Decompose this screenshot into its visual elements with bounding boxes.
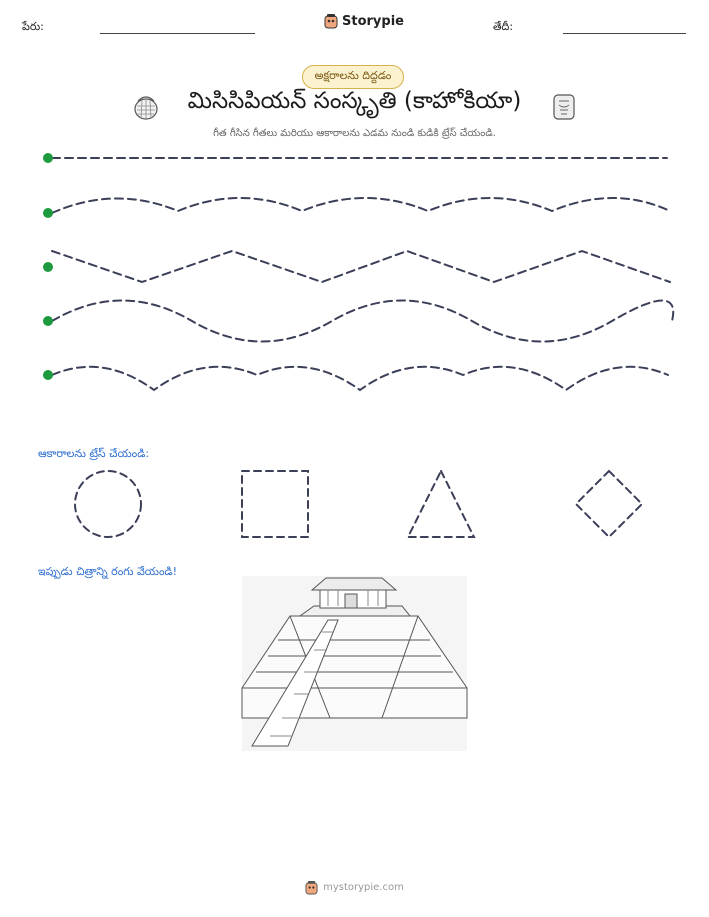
coloring-section-label: ఇప్పుడు చిత్రాన్ని రంగు వేయండి! — [38, 565, 178, 578]
trace-line-wave-1 — [52, 198, 670, 213]
trace-line-wave-2 — [52, 301, 673, 342]
name-line[interactable] — [100, 33, 255, 34]
stone-tablet-icon — [551, 93, 577, 121]
trace-diamond — [576, 471, 642, 537]
trace-shapes — [0, 465, 709, 545]
title-badge: అక్షరాలను దిద్దడం — [302, 65, 404, 89]
storypie-logo-icon — [324, 13, 338, 29]
brand-name: Storypie — [342, 13, 404, 29]
footer-url[interactable]: mystorypie.com — [323, 882, 404, 893]
trace-line-wave-3 — [52, 367, 668, 390]
trace-square — [242, 471, 308, 537]
page-title — [0, 88, 709, 120]
trace-triangle — [408, 471, 474, 537]
basket-icon — [133, 93, 159, 121]
footer-logo-icon — [305, 880, 318, 895]
page-title-text: మిసిసిపియన్ సంస్కృతి (కాహోకియా) — [187, 88, 522, 114]
trace-circle — [75, 471, 141, 537]
footer — [0, 880, 709, 895]
page-subtitle: గీత గీసిన గీతలు మరియు ఆకారాలను ఎడమ నుండి కుడికి ట్రేస్ చేయండి. — [213, 128, 496, 139]
start-dot-3 — [43, 262, 53, 272]
brand-logo — [324, 13, 404, 29]
start-dot-5 — [43, 370, 53, 380]
start-dot-4 — [43, 316, 53, 326]
name-label: పేరు: — [22, 20, 44, 33]
pyramid-coloring-image — [242, 576, 467, 751]
tracing-lines — [0, 140, 709, 400]
start-dot-1 — [43, 153, 53, 163]
date-line[interactable] — [563, 33, 686, 34]
shapes-section-label: ఆకారాలను ట్రేస్ చేయండి: — [38, 447, 150, 460]
date-label: తేదీ: — [493, 20, 514, 33]
start-dot-2 — [43, 208, 53, 218]
trace-line-zigzag — [52, 251, 670, 282]
